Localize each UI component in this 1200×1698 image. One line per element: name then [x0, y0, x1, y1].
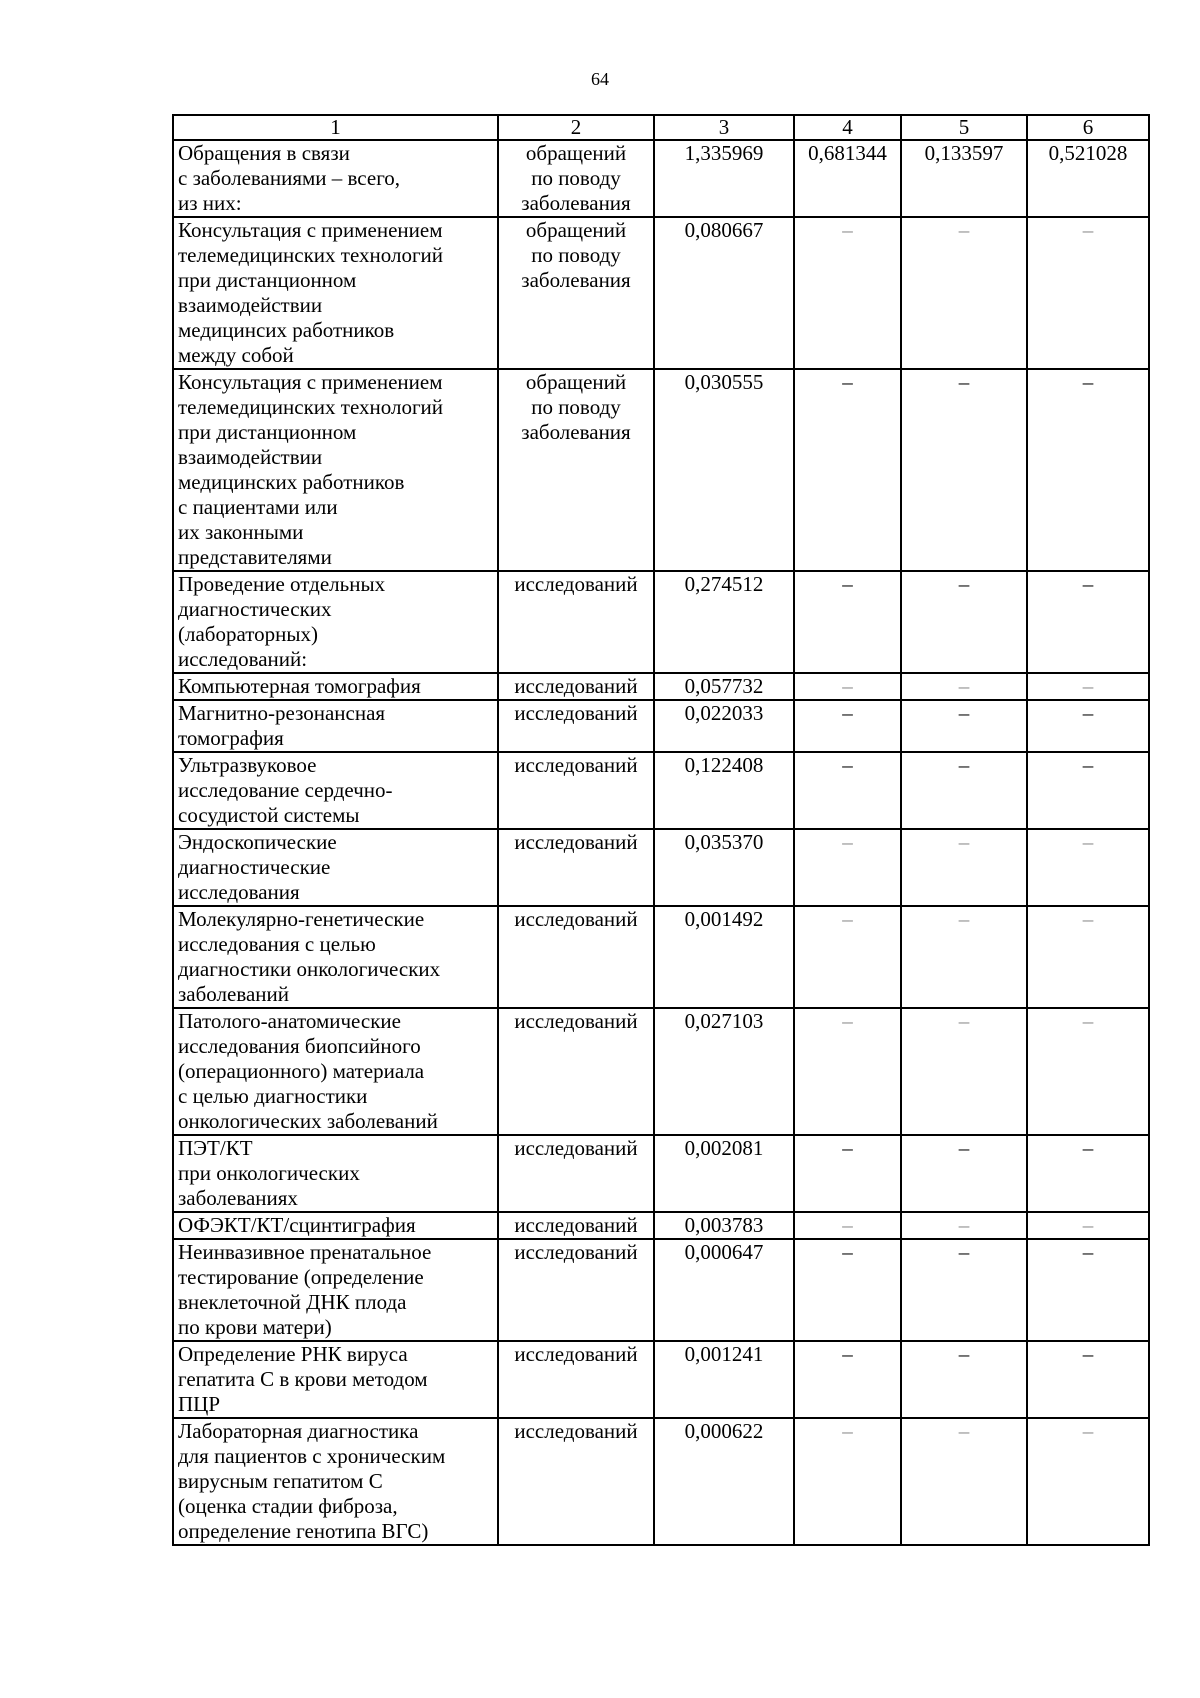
value-cell: – [794, 369, 901, 571]
row-name-cell: Молекулярно-генетические исследования с целью диагностики онкологических заболеваний [173, 906, 498, 1008]
value-cell: 1,335969 [654, 140, 794, 217]
unit-cell: обращений по поводу заболевания [498, 369, 654, 571]
value-cell: 0,001492 [654, 906, 794, 1008]
value-cell: – [901, 1135, 1027, 1212]
table-row [173, 571, 1149, 673]
row-name-cell: Консультация с применением телемедицинских технологий при дистанционном взаимодействии медицинских работников с пациентами или их законными представителями [173, 369, 498, 571]
value-cell: 0,000622 [654, 1418, 794, 1545]
column-header: 4 [794, 115, 901, 140]
row-name-cell: ОФЭКТ/КТ/сцинтиграфия [173, 1212, 498, 1239]
row-name-cell: Проведение отдельных диагностических (лабораторных) исследований: [173, 571, 498, 673]
table-row [173, 1239, 1149, 1341]
row-name-cell: Патолого-анатомические исследования биопсийного (операционного) материала с целью диагностики онкологических заболеваний [173, 1008, 498, 1135]
unit-cell: исследований [498, 1341, 654, 1418]
value-cell: – [901, 700, 1027, 752]
table-row [173, 1212, 1149, 1239]
table-row [173, 1341, 1149, 1418]
row-name-cell: Неинвазивное пренатальное тестирование (определение внеклеточной ДНК плода по крови матери) [173, 1239, 498, 1341]
value-cell: 0,022033 [654, 700, 794, 752]
value-cell: 0,000647 [654, 1239, 794, 1341]
unit-cell: исследований [498, 1418, 654, 1545]
unit-cell: исследований [498, 673, 654, 700]
unit-cell: исследований [498, 571, 654, 673]
table-row [173, 1418, 1149, 1545]
value-cell: – [794, 700, 901, 752]
value-cell: – [794, 1239, 901, 1341]
unit-cell: исследований [498, 1239, 654, 1341]
value-cell: – [1027, 217, 1149, 369]
table-row [173, 369, 1149, 571]
row-name-cell: Обращения в связи с заболеваниями – всего, из них: [173, 140, 498, 217]
table-row [173, 1008, 1149, 1135]
value-cell: – [901, 217, 1027, 369]
unit-cell: исследований [498, 1135, 654, 1212]
value-cell: – [794, 1008, 901, 1135]
unit-cell: обращений по поводу заболевания [498, 140, 654, 217]
value-cell: – [901, 369, 1027, 571]
value-cell: – [901, 1418, 1027, 1545]
table-row [173, 140, 1149, 217]
table-row [173, 906, 1149, 1008]
value-cell: – [1027, 1008, 1149, 1135]
column-header: 3 [654, 115, 794, 140]
table-row [173, 217, 1149, 369]
value-cell: 0,681344 [794, 140, 901, 217]
table-header-row [173, 115, 1149, 140]
unit-cell: исследований [498, 906, 654, 1008]
value-cell: – [901, 1008, 1027, 1135]
value-cell: – [1027, 1212, 1149, 1239]
row-name-cell: ПЭТ/КТ при онкологических заболеваниях [173, 1135, 498, 1212]
value-cell: – [1027, 673, 1149, 700]
value-cell: 0,035370 [654, 829, 794, 906]
value-cell: – [1027, 1341, 1149, 1418]
table-row [173, 829, 1149, 906]
value-cell: – [901, 1212, 1027, 1239]
value-cell: – [901, 752, 1027, 829]
table-row [173, 700, 1149, 752]
value-cell: – [1027, 700, 1149, 752]
row-name-cell: Эндоскопические диагностические исследования [173, 829, 498, 906]
table-row [173, 1135, 1149, 1212]
row-name-cell: Ультразвуковое исследование сердечно- сосудистой системы [173, 752, 498, 829]
table-row [173, 752, 1149, 829]
table-row [173, 673, 1149, 700]
value-cell: – [794, 1212, 901, 1239]
unit-cell: исследований [498, 1008, 654, 1135]
column-header: 1 [173, 115, 498, 140]
value-cell: – [1027, 906, 1149, 1008]
value-cell: – [794, 906, 901, 1008]
value-cell: – [1027, 752, 1149, 829]
value-cell: 0,274512 [654, 571, 794, 673]
unit-cell: исследований [498, 1212, 654, 1239]
value-cell: – [794, 1341, 901, 1418]
row-name-cell: Консультация с применением телемедицинских технологий при дистанционном взаимодействии медицинсих работников между собой [173, 217, 498, 369]
column-header: 6 [1027, 115, 1149, 140]
value-cell: – [794, 1135, 901, 1212]
value-cell: – [901, 1341, 1027, 1418]
page-number: 64 [591, 69, 609, 89]
value-cell: – [794, 217, 901, 369]
value-cell: – [1027, 829, 1149, 906]
column-header: 2 [498, 115, 654, 140]
rates-table [172, 114, 1150, 1546]
value-cell: 0,521028 [1027, 140, 1149, 217]
value-cell: – [901, 1239, 1027, 1341]
column-header: 5 [901, 115, 1027, 140]
row-name-cell: Определение РНК вируса гепатита С в крови методом ПЦР [173, 1341, 498, 1418]
value-cell: – [901, 571, 1027, 673]
value-cell: – [794, 571, 901, 673]
row-name-cell: Магнитно-резонансная томография [173, 700, 498, 752]
value-cell: – [794, 752, 901, 829]
value-cell: – [1027, 1418, 1149, 1545]
value-cell: 0,030555 [654, 369, 794, 571]
value-cell: – [901, 906, 1027, 1008]
value-cell: – [1027, 571, 1149, 673]
value-cell: 0,080667 [654, 217, 794, 369]
unit-cell: исследований [498, 752, 654, 829]
value-cell: – [901, 673, 1027, 700]
value-cell: – [794, 829, 901, 906]
value-cell: 0,001241 [654, 1341, 794, 1418]
value-cell: – [1027, 1239, 1149, 1341]
row-name-cell: Лабораторная диагностика для пациентов с хроническим вирусным гепатитом С (оценка стадии фиброза, определение генотипа ВГС) [173, 1418, 498, 1545]
value-cell: – [901, 829, 1027, 906]
unit-cell: исследований [498, 700, 654, 752]
value-cell: 0,122408 [654, 752, 794, 829]
value-cell: 0,027103 [654, 1008, 794, 1135]
value-cell: 0,003783 [654, 1212, 794, 1239]
value-cell: 0,057732 [654, 673, 794, 700]
value-cell: 0,002081 [654, 1135, 794, 1212]
unit-cell: исследований [498, 829, 654, 906]
value-cell: – [794, 673, 901, 700]
value-cell: – [1027, 1135, 1149, 1212]
value-cell: 0,133597 [901, 140, 1027, 217]
value-cell: – [1027, 369, 1149, 571]
unit-cell: обращений по поводу заболевания [498, 217, 654, 369]
table-body [173, 140, 1149, 1545]
value-cell: – [794, 1418, 901, 1545]
row-name-cell: Компьютерная томография [173, 673, 498, 700]
